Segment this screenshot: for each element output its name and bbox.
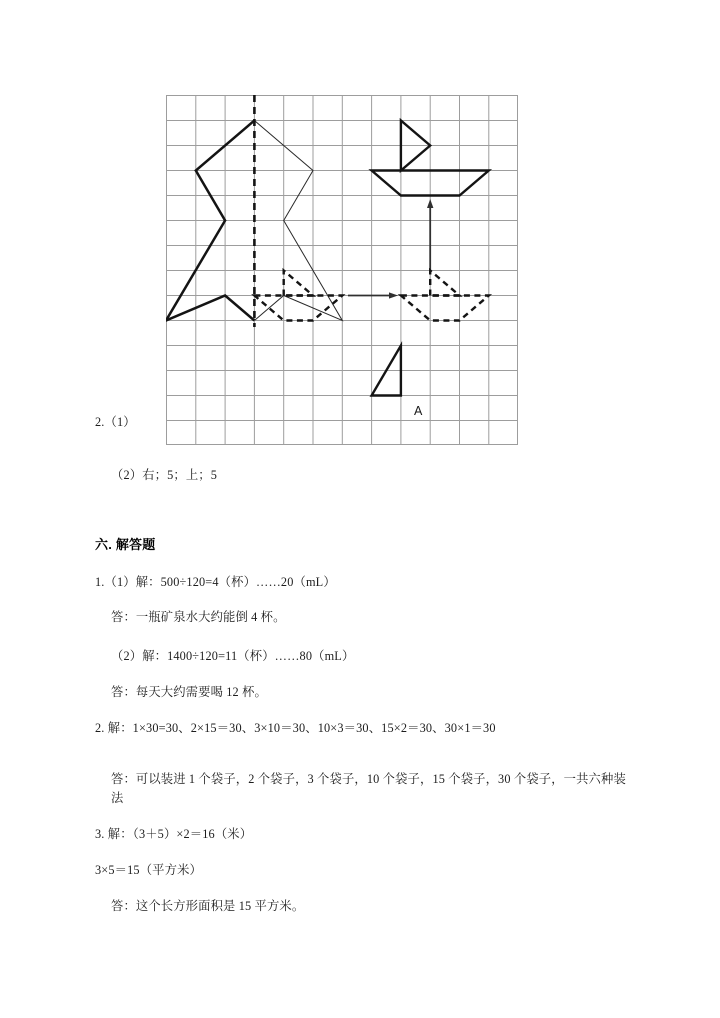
translation-arrow-up xyxy=(427,199,433,271)
translation-arrow-right xyxy=(348,292,398,298)
answer-2-part1: 2.（1） xyxy=(95,415,136,429)
answer-line-2: 答：一瓶矿泉水大约能倒 4 杯。 xyxy=(111,610,286,624)
answer-line-6: 答：可以装进 1 个袋子，2 个袋子，3 个袋子，10 个袋子，15 个袋子，30 个袋子，一共六种装法 xyxy=(111,772,626,805)
answer-line-1: 1.（1）解：500÷120=4（杯）……20（mL） xyxy=(95,575,336,589)
answer-line-7: 3. 解：（3＋5）×2＝16（米） xyxy=(95,827,253,841)
answer-line-4: 答：每天大约需要喝 12 杯。 xyxy=(111,685,267,699)
answer-line-9: 答：这个长方形面积是 15 平方米。 xyxy=(111,899,305,913)
answer-line-8: 3×5＝15（平方米） xyxy=(95,863,202,877)
boat-dashed-translated xyxy=(401,271,489,321)
boat-dashed-original xyxy=(254,271,342,321)
triangle-label-a: A xyxy=(414,404,423,418)
answer-2-part2: （2）右；5；上；5 xyxy=(111,468,218,482)
grid-figure xyxy=(166,95,518,446)
section-heading-6: 六. 解答题 xyxy=(95,537,156,552)
answer-line-5: 2. 解：1×30=30、2×15＝30、3×10＝30、10×3＝30、15×2＝30、30×1＝30 xyxy=(95,721,496,735)
grid-lines xyxy=(166,95,518,445)
answer-line-3: （2）解：1400÷120=11（杯）……80（mL） xyxy=(111,649,355,663)
